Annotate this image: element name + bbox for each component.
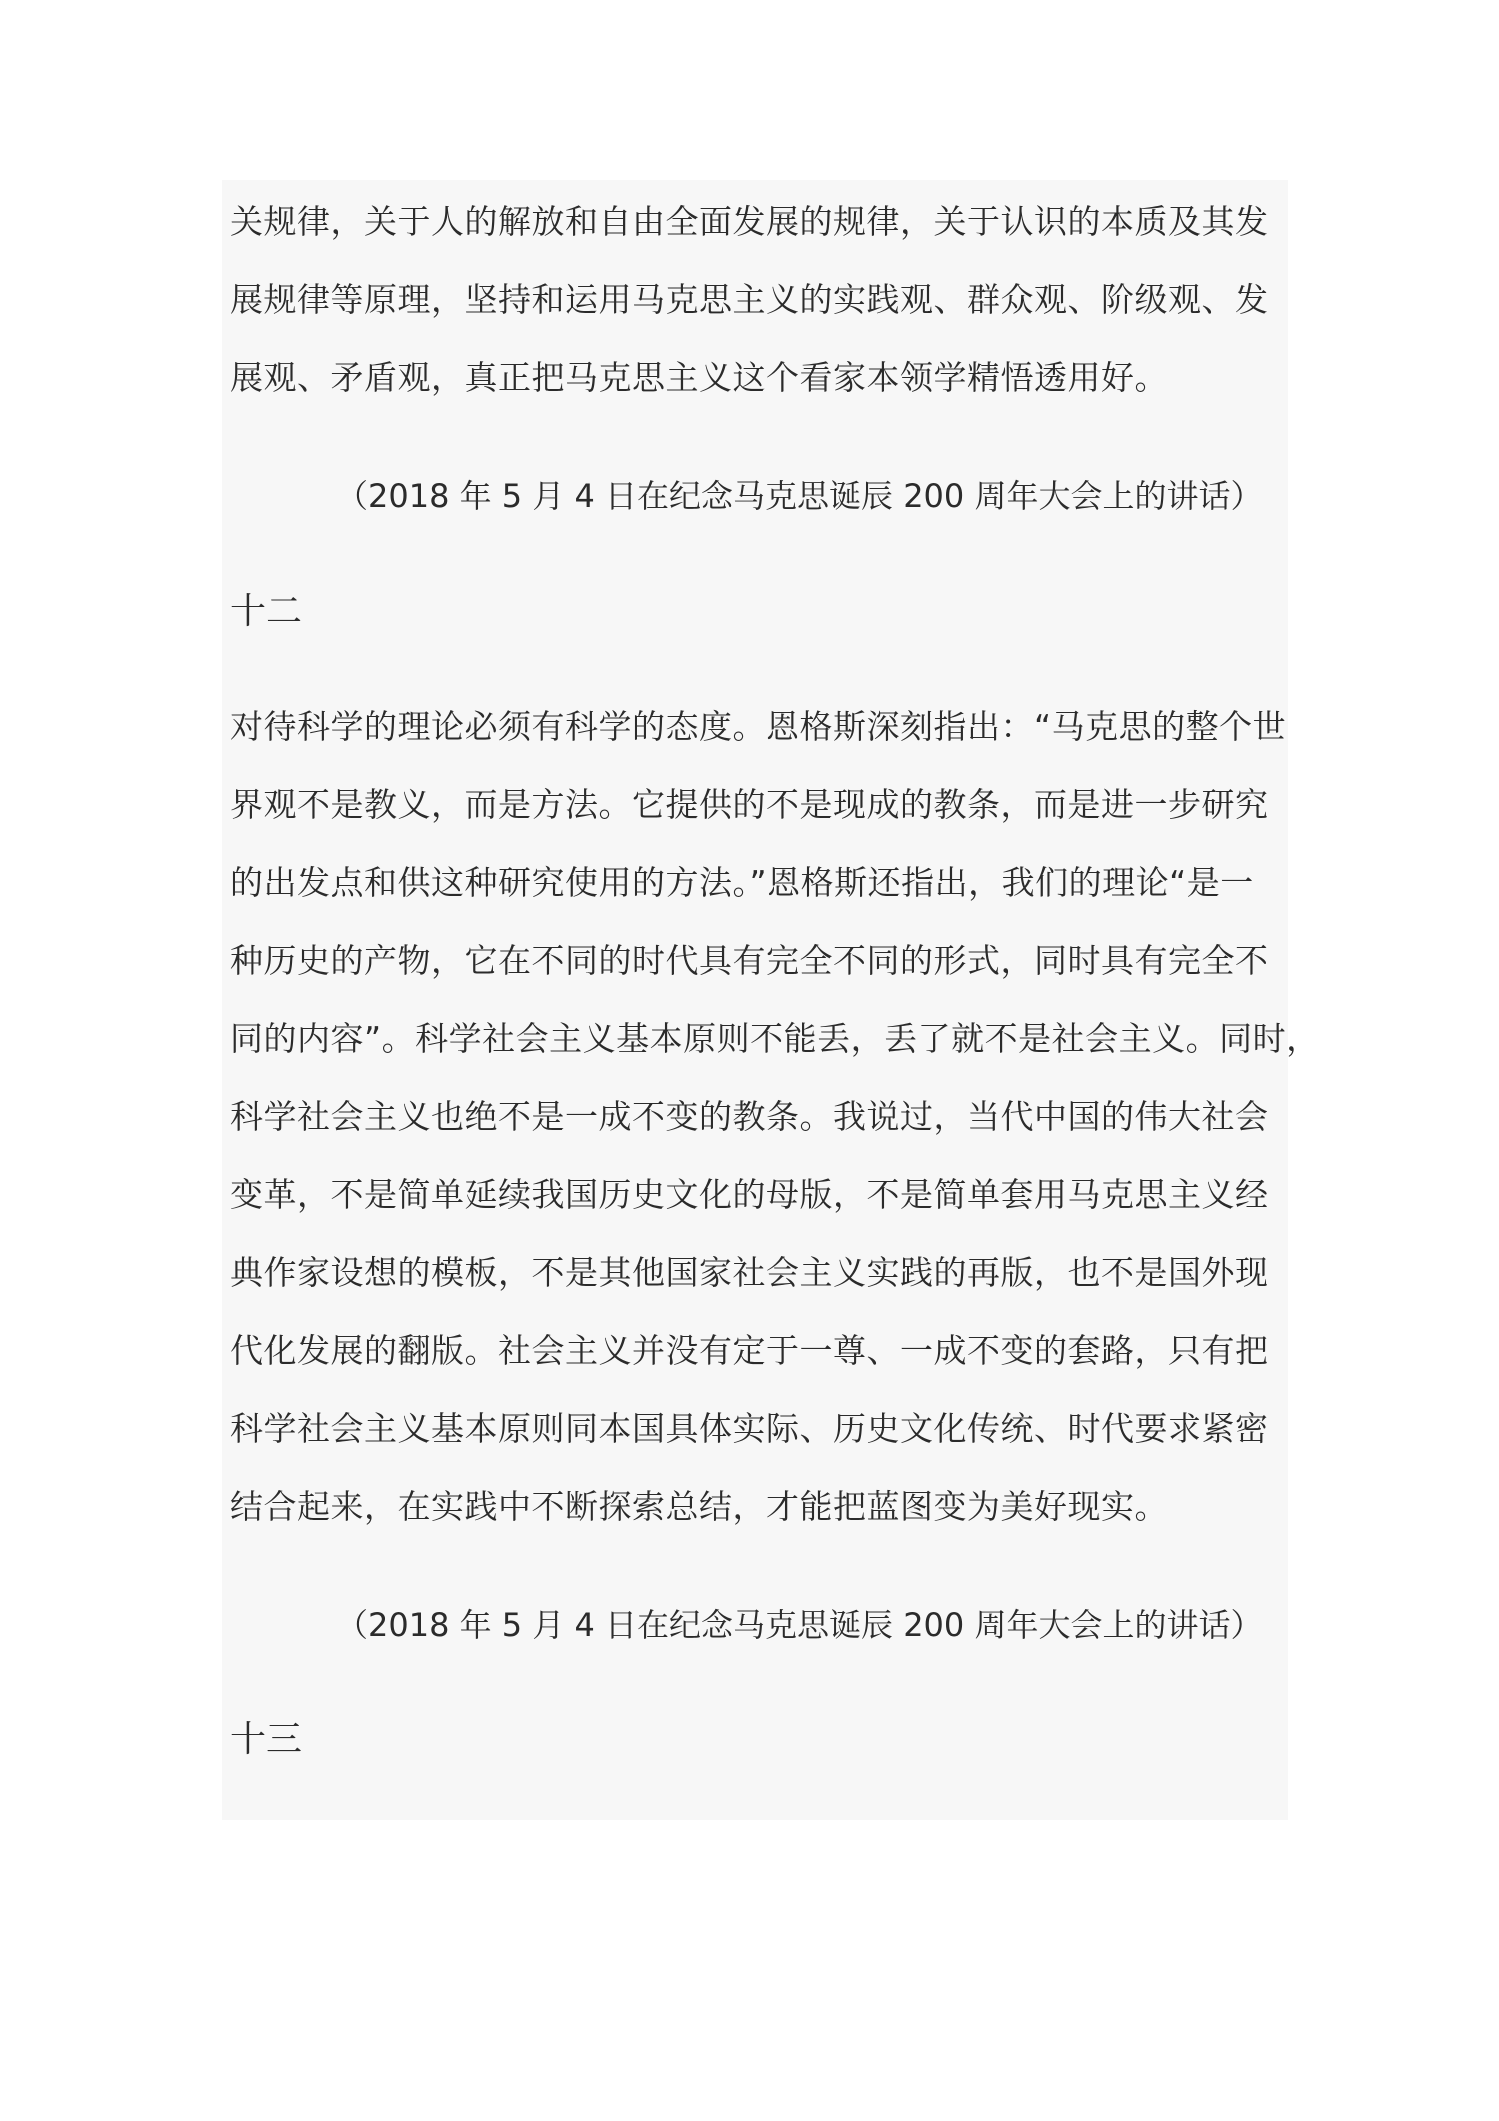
paragraph-2-line-9: 代化发展的翻版。社会主义并没有定于一尊、一成不变的套路，只有把 (230, 1331, 1269, 1370)
paragraph-2-line-5: 同的内容”。科学社会主义基本原则不能丢，丢了就不是社会主义。同时， (230, 1019, 1320, 1058)
paragraph-2-line-11: 结合起来，在实践中不断探索总结，才能把蓝图变为美好现实。 (230, 1487, 1168, 1526)
section-heading-13: 十三 (230, 1719, 303, 1760)
paragraph-2-line-6: 科学社会主义也绝不是一成不变的教条。我说过，当代中国的伟大社会 (230, 1097, 1269, 1136)
paragraph-2-line-2: 界观不是教义，而是方法。它提供的不是现成的教条，而是进一步研究 (230, 785, 1269, 824)
paragraph-2-line-1: 对待科学的理论必须有科学的态度。恩格斯深刻指出：“马克思的整个世 (230, 707, 1287, 746)
citation-2: （2018 年 5 月 4 日在纪念马克思诞辰 200 周年大会上的讲话） (336, 1606, 1263, 1644)
paragraph-2-line-4: 种历史的产物，它在不同的时代具有完全不同的形式，同时具有完全不 (230, 941, 1269, 980)
paragraph-2-line-7: 变革，不是简单延续我国历史文化的母版，不是简单套用马克思主义经 (230, 1175, 1269, 1214)
paragraph-1-line-3: 展观、矛盾观，真正把马克思主义这个看家本领学精悟透用好。 (230, 358, 1168, 397)
paragraph-2-line-10: 科学社会主义基本原则同本国具体实际、历史文化传统、时代要求紧密 (230, 1409, 1269, 1448)
paragraph-2-line-3: 的出发点和供这种研究使用的方法。”恩格斯还指出，我们的理论“是一 (230, 863, 1254, 902)
section-heading-12: 十二 (230, 591, 303, 632)
content-panel (222, 180, 1320, 1820)
citation-1: （2018 年 5 月 4 日在纪念马克思诞辰 200 周年大会上的讲话） (336, 477, 1263, 515)
paragraph-1-line-1: 关规律，关于人的解放和自由全面发展的规律，关于认识的本质及其发 (230, 202, 1269, 241)
paragraph-1-line-2: 展规律等原理，坚持和运用马克思主义的实践观、群众观、阶级观、发 (230, 280, 1269, 319)
paragraph-2-line-8: 典作家设想的模板，不是其他国家社会主义实践的再版，也不是国外现 (230, 1253, 1269, 1292)
